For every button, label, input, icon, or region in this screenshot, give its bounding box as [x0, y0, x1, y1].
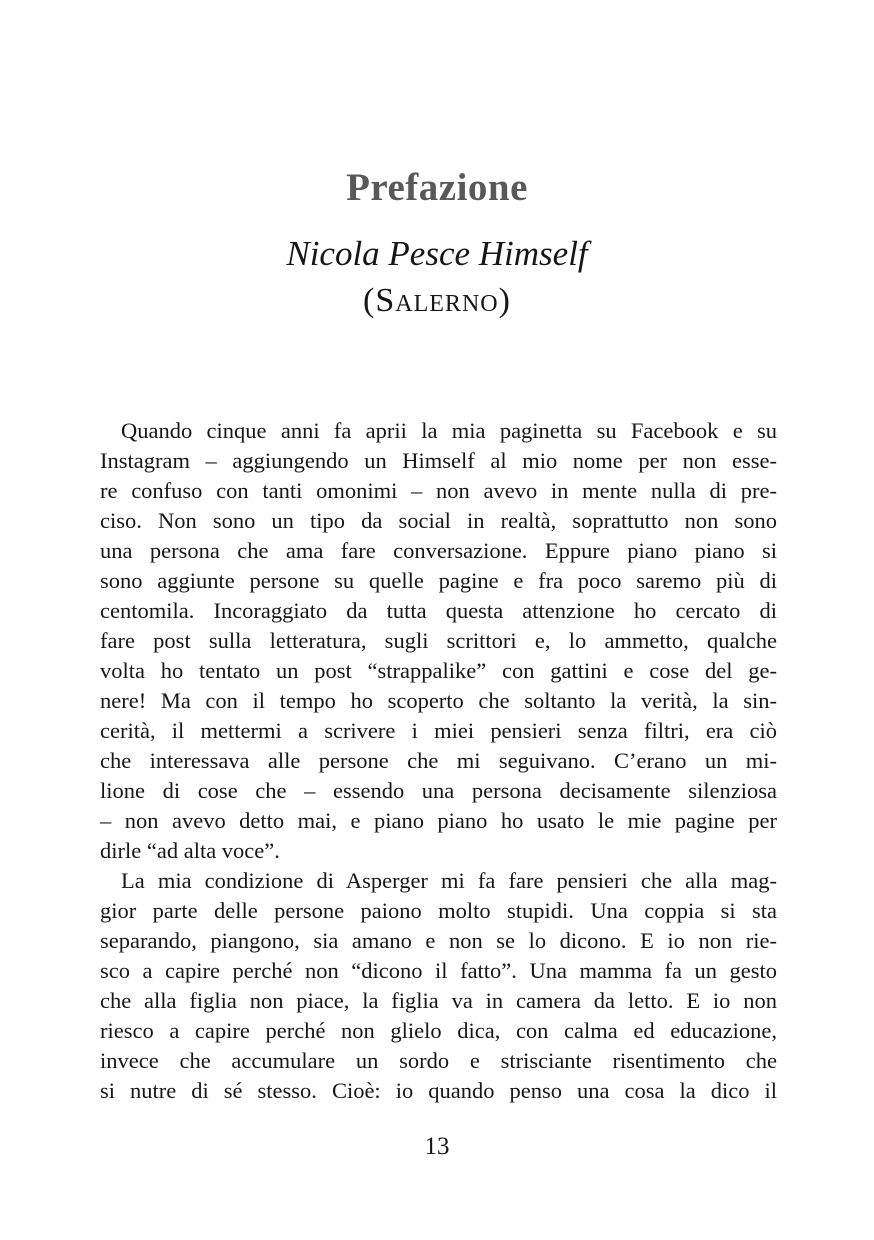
paragraph	[100, 416, 777, 866]
text-line: una persona che ama fare conversazione. Eppure piano piano si	[100, 538, 777, 563]
text-line: volta ho tentato un post “strappalike” con gattini e cose del ge-	[100, 658, 777, 683]
page-header	[0, 0, 874, 321]
text-line: sco a capire perché non “dicono il fatto”. Una mamma fa un gesto	[100, 958, 777, 983]
page-number: 13	[424, 1133, 450, 1160]
text-line: si nutre di sé stesso. Cioè: io quando penso una cosa la dico il	[100, 1078, 777, 1103]
text-line: invece che accumulare un sordo e strisciante risentimento che	[100, 1048, 777, 1073]
text-line: separando, piangono, sia amano e non se lo dicono. E io non rie-	[100, 928, 777, 953]
text-line: re confuso con tanti omonimi – non avevo in mente nulla di pre-	[100, 478, 777, 503]
page-title: Prefazione	[346, 166, 528, 209]
text-line: La mia condizione di Asperger mi fa fare pensieri che alla mag-	[121, 868, 777, 893]
author-name: Nicola Pesce Himself	[286, 234, 588, 273]
text-line: Quando cinque anni fa aprii la mia paginetta su Facebook e su	[121, 418, 777, 443]
text-line: – non avevo detto mai, e piano piano ho usato le mie pagine per	[100, 808, 777, 833]
text-line: che alla figlia non piace, la figlia va in camera da letto. E io non	[100, 988, 777, 1013]
text-line: gior parte delle persone paiono molto stupidi. Una coppia si sta	[100, 898, 777, 923]
text-line: ciso. Non sono un tipo da social in realtà, soprattutto non sono	[100, 508, 777, 533]
author-place: (Salerno)	[363, 282, 511, 319]
text-line: fare post sulla letteratura, sugli scrittori e, lo ammetto, qualche	[100, 628, 777, 653]
body-text	[100, 416, 777, 1106]
paragraph	[100, 866, 777, 1106]
text-line: riesco a capire perché non glielo dica, con calma ed educazione,	[100, 1018, 777, 1043]
text-line: Instagram – aggiungendo un Himself al mio nome per non esse-	[100, 448, 777, 473]
text-line: sono aggiunte persone su quelle pagine e fra poco saremo più di	[100, 568, 777, 593]
text-line: cerità, il mettermi a scrivere i miei pensieri senza filtri, era ciò	[100, 718, 777, 743]
text-line: nere! Ma con il tempo ho scoperto che soltanto la verità, la sin-	[100, 688, 777, 713]
text-line: centomila. Incoraggiato da tutta questa attenzione ho cercato di	[100, 598, 777, 623]
text-line: che interessava alle persone che mi seguivano. C’erano un mi-	[100, 748, 777, 773]
text-line: lione di cose che – essendo una persona decisamente silenziosa	[100, 778, 777, 803]
text-line: dirle “ad alta voce”.	[100, 838, 280, 863]
